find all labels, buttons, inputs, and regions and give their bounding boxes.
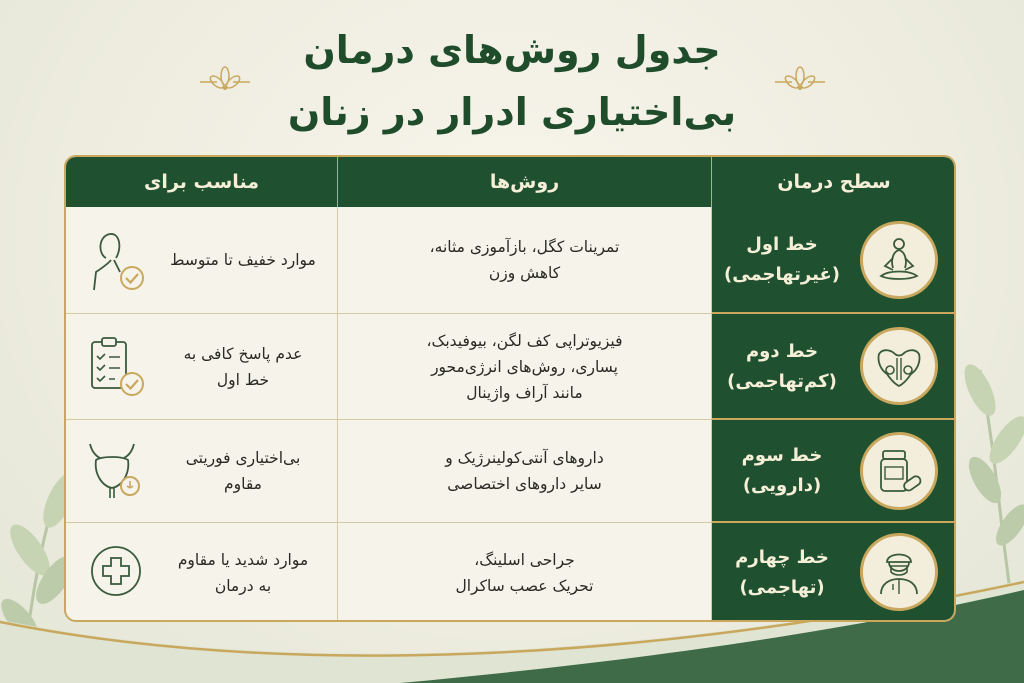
level-subtitle: (غیرتهاجمی) (724, 264, 840, 285)
suitable-cell (66, 207, 337, 313)
floral-ornament-left-icon (195, 64, 255, 100)
level-icon-circle (860, 221, 938, 299)
checklist-icon (84, 334, 148, 398)
page-title-line2: بی‌اختیاری ادرار در زنان (287, 90, 737, 134)
level-icon-circle (860, 533, 938, 611)
table-row (66, 314, 956, 419)
suitable-cell (66, 420, 337, 522)
level-title: خط دوم (745, 340, 819, 362)
suitable-cell (66, 314, 337, 419)
suitable-text: موارد خفیف تا متوسط (170, 251, 316, 269)
methods-cell (337, 207, 712, 313)
surgeon-icon (873, 546, 925, 598)
level-cell (712, 207, 956, 313)
meditation-icon (873, 234, 925, 286)
level-icon-circle (860, 432, 938, 510)
medical-cross-icon (84, 539, 148, 603)
suitable-cell (66, 523, 337, 622)
methods-text: تمرینات کگل، بازآموزی مثانه، کاهش وزن (429, 238, 620, 282)
bladder-icon (84, 438, 148, 502)
background-leaves-right (950, 330, 1024, 590)
level-title: خط سوم (741, 445, 823, 466)
methods-cell (337, 523, 712, 622)
level-cell (712, 314, 956, 419)
table-row (66, 523, 956, 622)
suitable-text: موارد شدید یا مقاوم به درمان (177, 550, 309, 595)
suitable-text: بی‌اختیاری فوریتی مقاوم (185, 449, 301, 493)
table-row (66, 207, 956, 313)
methods-text: جراحی اسلینگ، تحریک عصب ساکرال (455, 550, 594, 595)
header-methods: روش‌ها (337, 157, 712, 207)
level-title: خط چهارم (735, 546, 829, 568)
methods-cell (337, 420, 712, 522)
header-suitable-for: مناسب برای (66, 157, 337, 207)
level-title: خط اول (746, 234, 818, 255)
methods-text: فیزیوتراپی کف لگن، بیوفیدبک، پساری، روش‌های انرژی‌محور مانند آراف واژینال (426, 331, 623, 402)
level-icon-circle (860, 327, 938, 405)
level-subtitle: (تهاجمی) (739, 576, 825, 598)
table-row (66, 420, 956, 522)
woman-check-icon (84, 228, 148, 292)
medicine-bottle-icon (873, 445, 925, 497)
page-title-line1: جدول روش‌های درمان (303, 28, 721, 72)
header-treatment-level: سطح درمان (712, 157, 956, 207)
level-subtitle: (کم‌تهاجمی) (727, 370, 837, 392)
pelvis-icon (873, 340, 925, 392)
floral-ornament-right-icon (770, 64, 830, 100)
level-subtitle: (دارویی) (742, 475, 822, 496)
methods-cell (337, 314, 712, 419)
methods-text: داروهای آنتی‌کولینرژیک و سایر داروهای اختصاصی (445, 449, 604, 493)
suitable-text: عدم پاسخ کافی به خط اول (183, 344, 303, 389)
level-cell (712, 420, 956, 522)
level-cell (712, 523, 956, 622)
treatment-table (64, 155, 956, 622)
